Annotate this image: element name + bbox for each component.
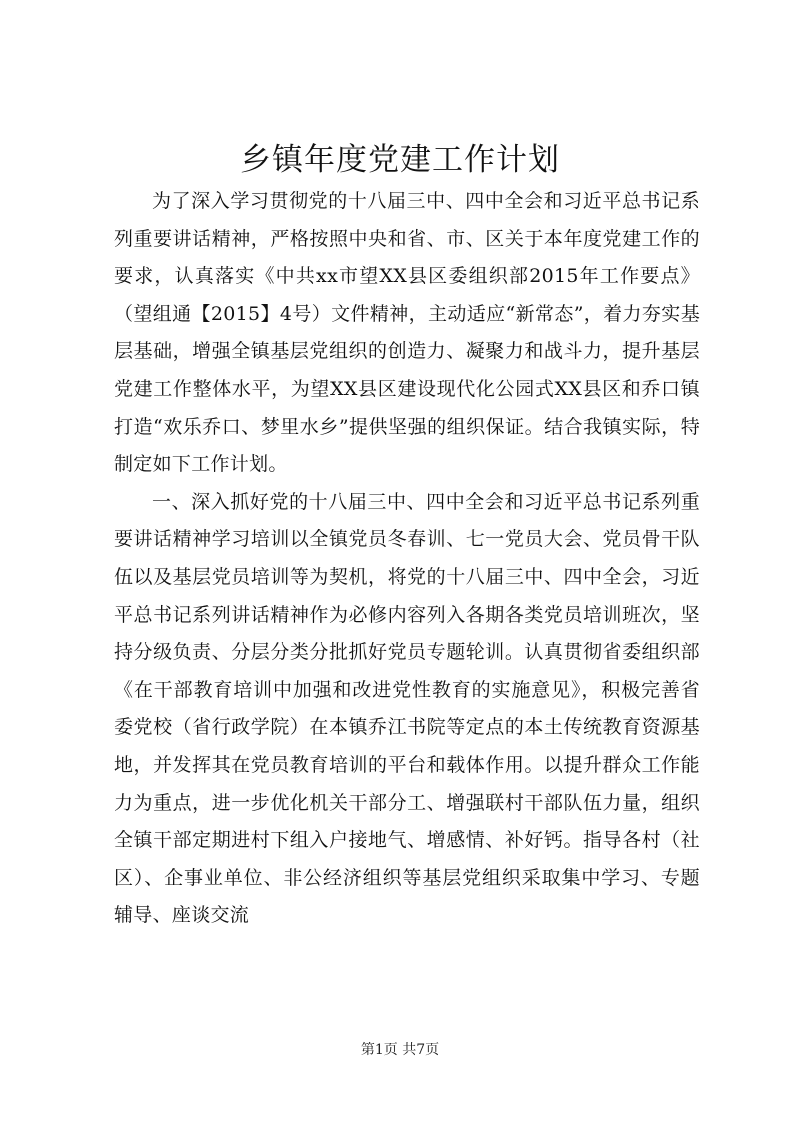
paragraph-section-1: 一、深入抓好党的十八届三中、四中全会和习近平总书记系列重要讲话精神学习培训以全镇党员冬春训、七一党员大会、党员骨干队伍以及基层党员培训等为契机，将党的十八届三中、四中全会，习近平总书记系列讲话精神作为必修内容列入各期各类党员培训班次，坚持分级负责、分层分类分批抓好党员专题轮训。认真贯彻省委组织部《在干部教育培训中加强和改进党性教育的实施意见》，积极完善省委党校（省行政学院）在本镇乔江书院等定点的本土传统教育资源基地，并发挥其在党员教育培训的平台和载体作用。以提升群众工作能力为重点，进一步优化机关干部分工、增强联村干部队伍力量，组织全镇干部定期进村下组入户接地气、增感情、补好钙。指导各村（社区）、企事业单位、非公经济组织等基层党组织采取集中学习、专题辅导、座谈交流 (114, 490, 700, 927)
page-footer: 第1页 共7页 (360, 1042, 440, 1058)
document-title: 乡镇年度党建工作计划 (240, 142, 560, 178)
document-body (114, 183, 700, 935)
paragraph-intro: 为了深入学习贯彻党的十八届三中、四中全会和习近平总书记系列重要讲话精神，严格按照中央和省、市、区关于本年度党建工作的要求，认真落实《中共xx市望XX县区委组织部2015年工作要点》（望组通【2015】4号）文件精神，主动适应“新常态”，着力夯实基层基础，增强全镇基层党组织的创造力、凝聚力和战斗力，提升基层党建工作整体水平，为望XX县区建设现代化公园式XX县区和乔口镇打造“欢乐乔口、梦里水乡”提供坚强的组织保证。结合我镇实际，特制定如下工作计划。 (114, 190, 700, 476)
